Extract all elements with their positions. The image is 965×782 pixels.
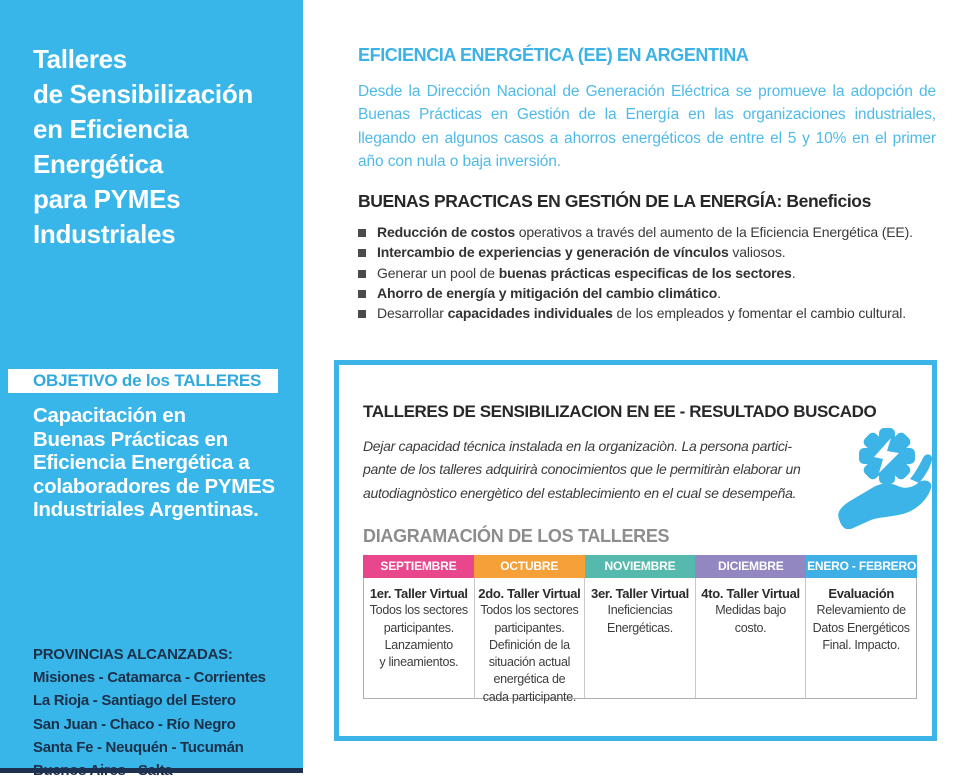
text-line: Industriales bbox=[33, 219, 176, 249]
sidebar bbox=[0, 0, 303, 768]
cell-title: 2do. Taller Virtual bbox=[478, 586, 581, 601]
square-bullet-icon bbox=[358, 249, 366, 257]
cell-text-line: Energéticas. bbox=[607, 620, 673, 635]
cell-text-line: Definición de la bbox=[489, 637, 570, 652]
benefit-text: Desarrollar capacidades individuales de los empleados y fomentar el cambio cultural. bbox=[377, 305, 906, 322]
text-line: Santa Fe - Neuquén - Tucumán bbox=[33, 738, 244, 756]
table-cell bbox=[585, 578, 696, 698]
benefit-text: Generar un pool de buenas prácticas especificas de los sectores. bbox=[377, 264, 796, 281]
text-line: colaboradores de PYMES bbox=[33, 474, 275, 498]
benefit-text: Intercambio de experiencias y generación de vínculos valiosos. bbox=[377, 244, 786, 261]
cell-title: 1er. Taller Virtual bbox=[369, 586, 468, 601]
cell-text-line: y lineamientos. bbox=[379, 655, 459, 670]
box-paragraph bbox=[363, 435, 800, 505]
benefit-item bbox=[358, 305, 913, 325]
cell-title: 3er. Taller Virtual bbox=[591, 586, 689, 601]
square-bullet-icon bbox=[358, 229, 366, 237]
table-cell bbox=[806, 578, 916, 698]
table-cell bbox=[696, 578, 807, 698]
benefit-text: Reducción de costos operativos a través del aumento de la Eficiencia Energética (EE). bbox=[377, 224, 913, 240]
table-header-septiembre: SEPTIEMBRE bbox=[363, 555, 474, 578]
cell-text-line: Final. Impacto. bbox=[822, 637, 900, 652]
cell-title: Evaluación bbox=[828, 586, 894, 601]
text-line: Dejar capacidad técnica instalada en la organizaciòn. La persona partici- bbox=[363, 438, 792, 454]
sidebar-bottom-strip bbox=[0, 768, 303, 773]
table-cell bbox=[364, 578, 475, 698]
benefit-text: Ahorro de energía y mitigación del cambio climático. bbox=[377, 284, 721, 301]
cell-text-line: Relevamiento de bbox=[816, 603, 906, 618]
text-line: Misiones - Catamarca - Corrientes bbox=[33, 669, 266, 687]
text-line: Energética bbox=[33, 149, 163, 179]
hand-energy-gear-icon bbox=[833, 425, 937, 529]
text-line: en Eficiencia bbox=[33, 114, 189, 144]
page-title bbox=[33, 42, 253, 252]
table-body-row bbox=[363, 578, 917, 704]
cell-text-line: cada participante. bbox=[482, 689, 577, 704]
cell-text-line: Medidas bajo bbox=[715, 603, 786, 618]
diagram-heading: DIAGRAMACIÓN DE LOS TALLERES bbox=[363, 526, 670, 546]
cell-text-line: situación actual bbox=[488, 655, 571, 670]
text-line: pante de los talleres adquirirà conocimientos que le permitiràn elaborar un bbox=[363, 461, 801, 478]
cell-title: 4to. Taller Virtual bbox=[701, 586, 800, 601]
table-header-noviembre: NOVIEMBRE bbox=[585, 555, 696, 578]
cell-text-line: Lanzamiento bbox=[384, 637, 453, 652]
section-heading-argentina: EFICIENCIA ENERGÉTICA (EE) EN ARGENTINA bbox=[358, 45, 749, 65]
square-bullet-icon bbox=[358, 270, 366, 278]
objective-label: OBJETIVO de los TALLERES bbox=[33, 371, 262, 390]
cell-text-line: Datos Energéticos bbox=[812, 620, 910, 635]
table-header-octubre: OCTUBRE bbox=[474, 555, 585, 578]
objective-text bbox=[33, 404, 275, 522]
cell-text-line: participantes. bbox=[494, 620, 565, 635]
cell-text-line: Todos los sectores bbox=[369, 603, 468, 618]
box-heading: TALLERES DE SENSIBILIZACION EN EE - RESULTADO BUSCADO bbox=[363, 402, 877, 421]
benefits-list bbox=[358, 224, 913, 325]
text-line: Eficiencia Energética a bbox=[33, 451, 250, 474]
text-line: de Sensibilización bbox=[33, 79, 253, 109]
text-line: Industriales Argentinas. bbox=[33, 498, 259, 521]
provinces-list bbox=[33, 666, 266, 782]
result-box bbox=[334, 360, 937, 741]
cell-text-line: energética de bbox=[493, 672, 566, 687]
text-line: Capacitación en bbox=[33, 404, 186, 427]
benefit-item bbox=[358, 224, 913, 244]
cell-text-line: participantes. bbox=[383, 620, 454, 635]
section-heading-benefits: BUENAS PRACTICAS EN GESTIÓN DE LA ENERGÍA: Beneficios bbox=[358, 191, 871, 211]
workshop-schedule-table bbox=[363, 555, 917, 704]
cell-text-line: Ineficiencias bbox=[607, 603, 673, 618]
text-line: para PYMEs bbox=[33, 184, 181, 214]
text-line: Buenas Prácticas en bbox=[33, 427, 228, 451]
benefit-item bbox=[358, 265, 913, 285]
square-bullet-icon bbox=[358, 290, 366, 298]
benefit-item bbox=[358, 244, 913, 264]
cell-text-line: costo. bbox=[734, 620, 767, 635]
benefit-item bbox=[358, 285, 913, 305]
table-header-enero-febrero: ENERO - FEBRERO bbox=[806, 555, 917, 578]
square-bullet-icon bbox=[358, 310, 366, 318]
objective-band bbox=[8, 369, 278, 393]
intro-paragraph: Desde la Dirección Nacional de Generación Eléctrica se promueve la adopción de Buenas Prácticas en Gestión de la Energía en las organizaciones industriales, llegando en algunos casos a ahorros energéticos de entre el 5 y 10% en el primer año con nula o baja inversión. bbox=[358, 83, 936, 170]
table-header-diciembre: DICIEMBRE bbox=[695, 555, 806, 578]
text-line: Talleres bbox=[33, 44, 127, 74]
text-line: La Rioja - Santiago del Estero bbox=[33, 692, 236, 710]
text-line: autodiagnòstico energètico del establecimiento en el cual se desempeña. bbox=[363, 484, 797, 501]
cell-text-line: Todos los sectores bbox=[480, 603, 579, 618]
text-line: San Juan - Chaco - Río Negro bbox=[33, 715, 236, 733]
provinces-heading: PROVINCIAS ALCANZADAS: bbox=[33, 646, 233, 663]
table-cell bbox=[475, 578, 586, 704]
provinces-block bbox=[33, 643, 266, 782]
table-header-row bbox=[363, 555, 917, 578]
